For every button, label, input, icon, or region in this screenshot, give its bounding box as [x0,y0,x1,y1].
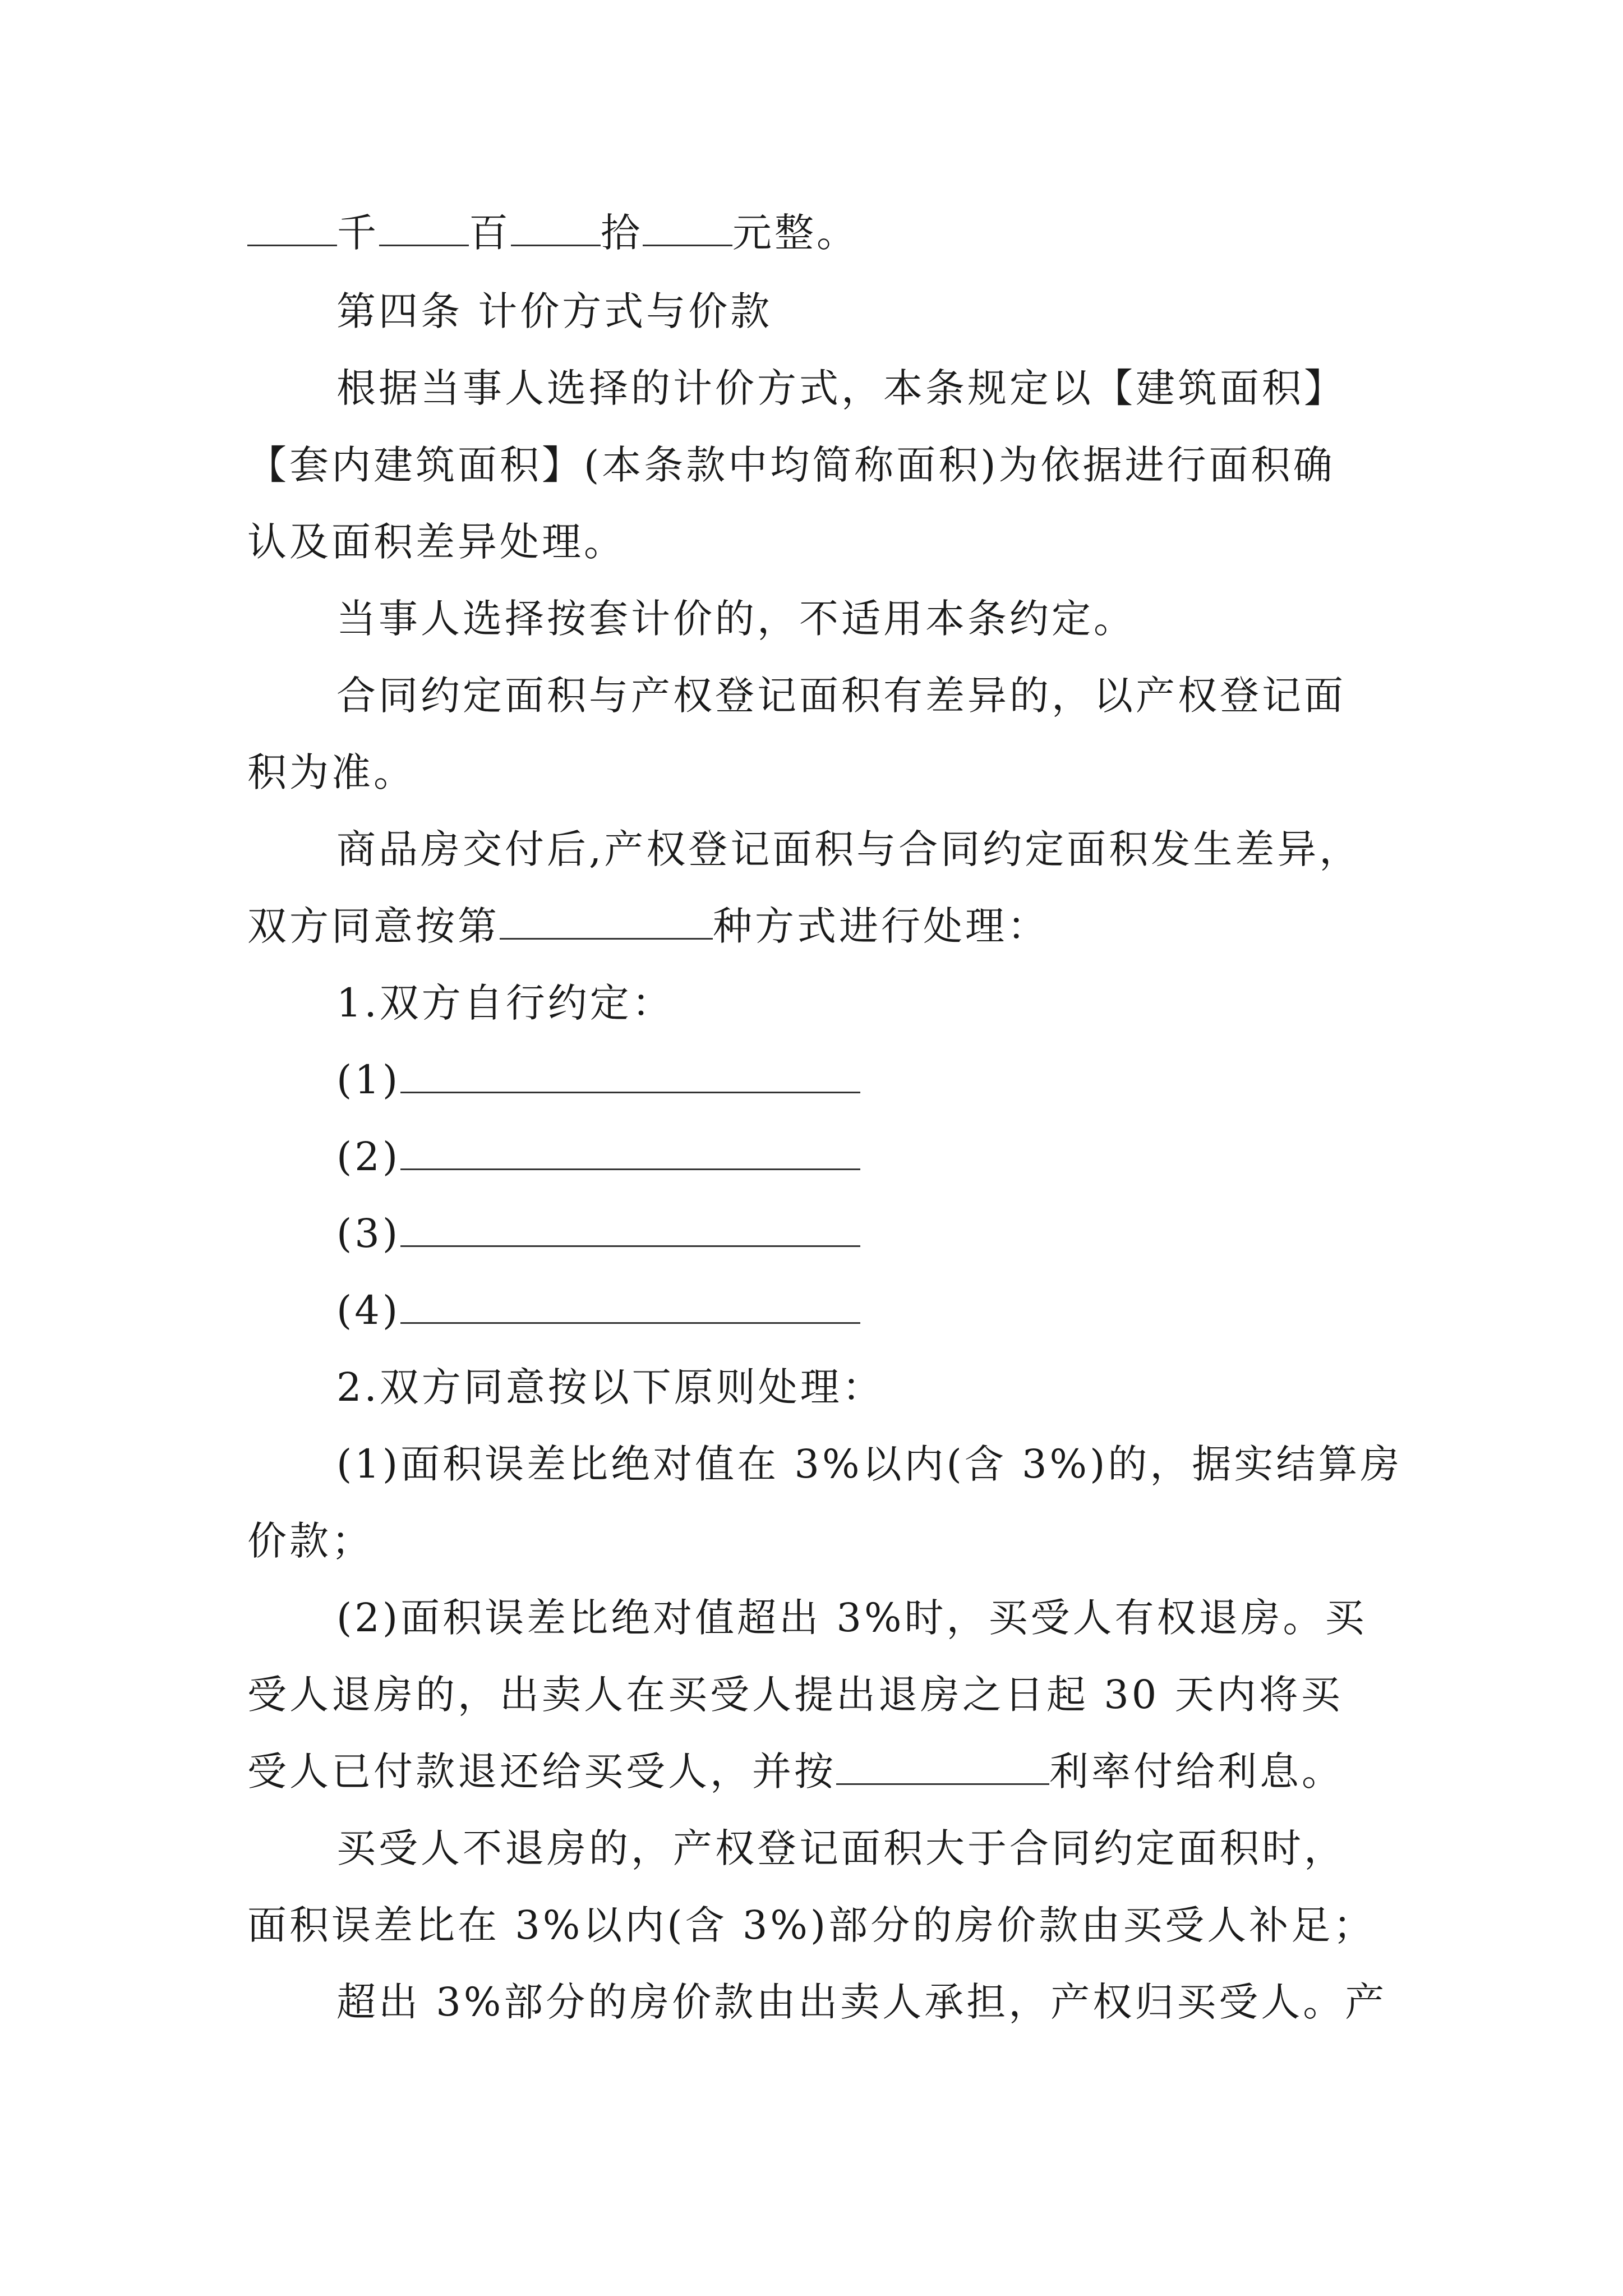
paragraph-line: (1)面积误差比绝对值在 3%以内(含 3%)的，据实结算房 [336,1441,1403,1487]
amount-line [247,208,859,258]
unit-yuan: 元整。 [732,210,859,256]
paragraph-line: 认及面积差异处理。 [247,519,626,565]
unit-qian: 千 [337,210,379,256]
line-text: 受人已付款退还给买受人，并按 [247,1749,836,1795]
line-text: 种方式进行处理： [713,903,1049,949]
item-label: (3) [336,1211,401,1257]
unit-bai: 百 [469,210,511,256]
list-heading: 1.双方自行约定： [336,980,674,1026]
paragraph-line: 面积误差比在 3%以内(含 3%)部分的房价款由买受人补足； [247,1902,1376,1948]
blank-field[interactable] [400,1211,860,1247]
paragraph-line: 买受人不退房的，产权登记面积大于合同约定面积时， [336,1825,1346,1871]
paragraph-line: 当事人选择按套计价的，不适用本条约定。 [336,596,1136,642]
line-text: 利率付给利息。 [1049,1749,1344,1795]
paragraph-line: 受人退房的，出卖人在买受人提出退房之日起 30 天内将买 [247,1672,1343,1718]
unit-shi: 拾 [601,210,643,256]
blank-field[interactable] [400,1287,860,1324]
paragraph-line: 积为准。 [247,749,416,795]
list-item [336,1131,860,1182]
paragraph-line [247,901,1049,951]
blank-field[interactable] [836,1749,1049,1785]
list-item [336,1208,860,1259]
list-item [336,1285,860,1336]
paragraph-line: (2)面积误差比绝对值超出 3%时，买受人有权退房。买 [336,1595,1367,1641]
item-label: (1) [336,1057,401,1103]
paragraph-line: 商品房交付后,产权登记面积与合同约定面积发生差异， [336,826,1362,872]
list-item [336,1055,860,1105]
paragraph-line: 根据当事人选择的计价方式，本条规定以【建筑面积】 [336,365,1346,411]
paragraph-line [247,1746,1344,1797]
paragraph-line: 合同约定面积与产权登记面积有差异的，以产权登记面 [336,673,1346,719]
item-label: (2) [336,1134,401,1180]
blank-field[interactable] [643,210,732,246]
blank-field[interactable] [400,1057,860,1093]
paragraph-line: 超出 3%部分的房价款由出卖人承担，产权归买受人。产 [336,1979,1387,2025]
blank-field[interactable] [511,210,601,246]
section-heading: 第四条 计价方式与价款 [336,288,773,334]
line-text: 双方同意按第 [247,903,500,949]
blank-field[interactable] [379,210,469,246]
paragraph-line: 【套内建筑面积】(本条款中均简称面积)为依据进行面积确 [247,442,1335,488]
blank-field[interactable] [247,210,337,246]
list-heading: 2.双方同意按以下原则处理： [336,1364,884,1410]
blank-field[interactable] [400,1134,860,1170]
paragraph-line: 价款； [247,1518,374,1564]
item-label: (4) [336,1287,401,1333]
blank-field[interactable] [500,903,713,940]
